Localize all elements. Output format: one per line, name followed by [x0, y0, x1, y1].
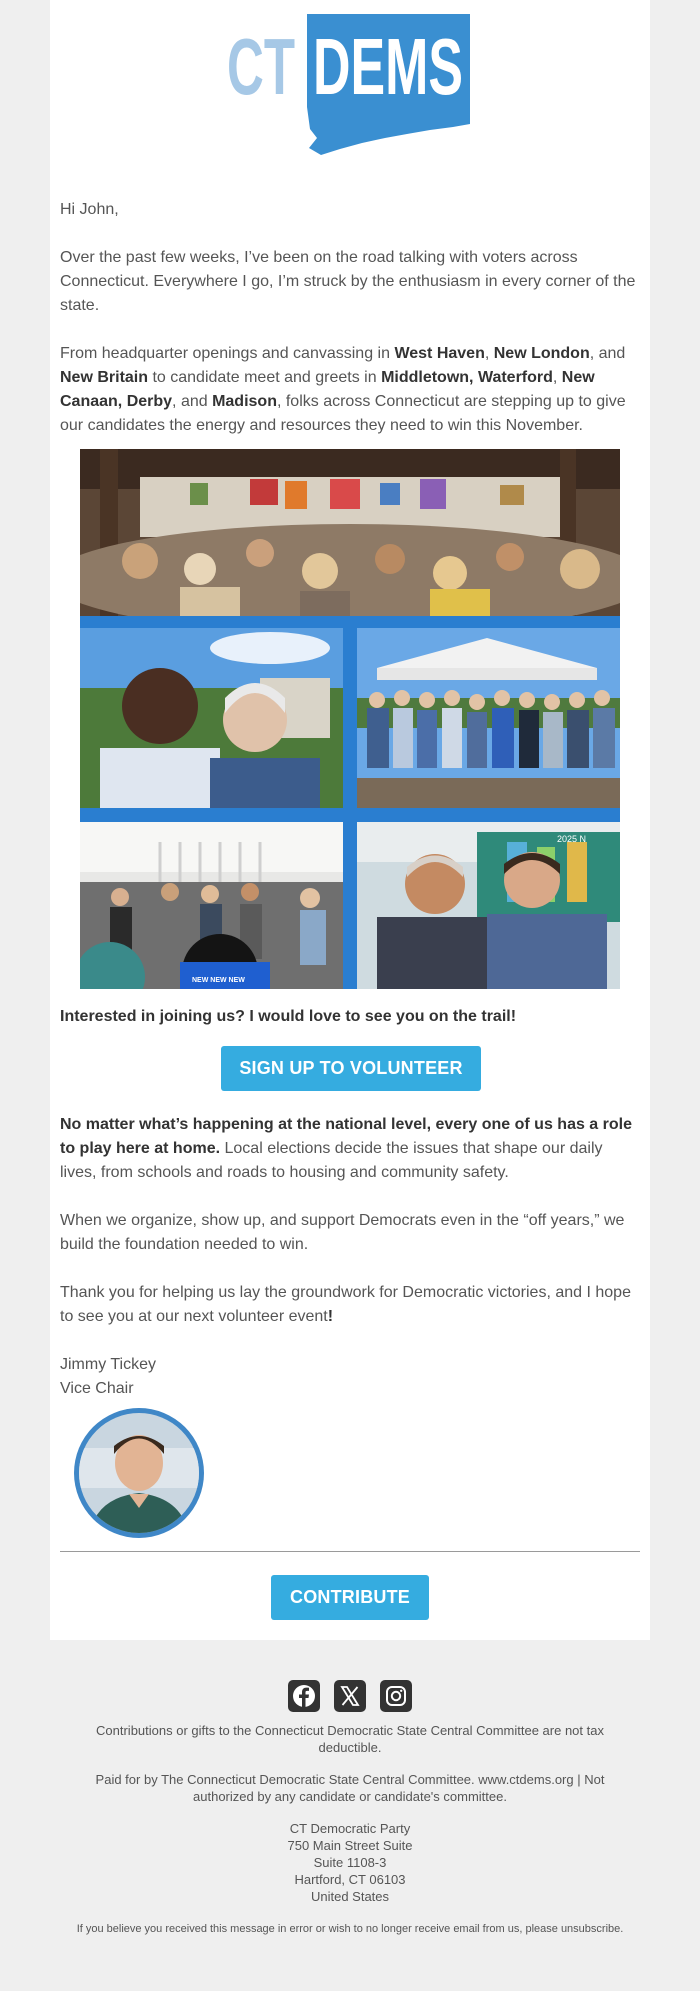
divider	[60, 1551, 640, 1552]
email-card	[50, 0, 650, 1640]
x-icon[interactable]	[334, 1680, 366, 1712]
photo-collage	[80, 449, 620, 989]
address-line2: Suite 1108-3	[313, 1855, 387, 1870]
footer-address	[0, 1820, 700, 1905]
avatar-photo	[74, 1408, 204, 1538]
logo-ct-text: CT	[227, 22, 296, 111]
logo-dems-text: DEMS	[313, 22, 463, 111]
address-city: Hartford, CT 06103	[294, 1872, 406, 1887]
place-west-haven: West Haven	[394, 345, 485, 362]
place-new-london: New London	[493, 345, 590, 362]
footer-tax-notice: Contributions or gifts to the Connecticut Democratic State Central Committee are not tax deductible.	[96, 1723, 604, 1755]
place-new-canaan-derby: New Canaan, Derby	[60, 369, 595, 410]
paragraph-intro: Over the past few weeks, I’ve been on the road talking with voters across Connecticut. Everywhere I go, I’m struck by the enthusiasm in every corner of the state.	[60, 249, 636, 314]
paragraph-organize: When we organize, show up, and support Democrats even in the “off years,” we build the foundation needed to win.	[60, 1212, 625, 1253]
instagram-icon[interactable]	[380, 1680, 412, 1712]
place-madison: Madison	[212, 393, 277, 410]
photo-event-crowd	[80, 449, 620, 616]
signature-title: Vice Chair	[60, 1380, 134, 1397]
address-country: United States	[310, 1889, 390, 1904]
place-middletown-waterford: Middletown, Waterford	[381, 369, 553, 386]
place-new-britain: New Britain	[60, 369, 149, 386]
paragraph-local-elections: No matter what’s happening at the national level, every one of us has a role to play here at home. Local elections decide the issues that shape our daily lives, from schools and roads to housing and community safety.	[60, 1116, 632, 1181]
volunteer-shirt-text: NEW NEW NEW	[192, 977, 245, 984]
unsubscribe-link[interactable]: unsubscribe.	[560, 1923, 624, 1935]
greeting: Hi John,	[60, 201, 119, 218]
paragraph-local-elections-bold: No matter what’s happening at the national level, every one of us has a role to play here at home.	[60, 1116, 632, 1157]
footer-unsubscribe: If you believe you received this message in error or wish to no longer receive email from us, please unsubscribe.	[76, 1923, 624, 1935]
address-org: CT Democratic Party	[289, 1821, 411, 1836]
avatar	[74, 1408, 204, 1538]
sign-up-volunteer-button[interactable]: SIGN UP TO VOLUNTEER	[221, 1046, 481, 1091]
photo-group-tent	[357, 628, 620, 808]
paragraph-events: From headquarter openings and canvassing in West Haven, New London, and New Britain to candidate meet and greets in Middletown, Waterford, New Canaan, Derby, and Madison, folks across Connecticut are stepping up to give our candidates the energy and resources they need to win this November.	[60, 345, 626, 434]
facebook-icon[interactable]	[288, 1680, 320, 1712]
signature-name: Jimmy Tickey	[60, 1356, 156, 1373]
banner-text: 2025 N	[557, 834, 587, 844]
ctdems-logo[interactable]	[225, 12, 525, 157]
footer-paid-for: Paid for by The Connecticut Democratic State Central Committee. www.ctdems.org | Not authorized by any candidate or candidate's committee.	[95, 1772, 605, 1804]
photo-rally-crowd	[80, 822, 343, 989]
photo-two-men	[357, 822, 620, 989]
contribute-button[interactable]: CONTRIBUTE	[271, 1575, 429, 1620]
invite-text: Interested in joining us? I would love to see you on the trail!	[60, 1008, 517, 1025]
photo-selfie-two-people	[80, 628, 343, 808]
address-line1: 750 Main Street Suite	[287, 1838, 413, 1853]
paragraph-thanks: Thank you for helping us lay the groundwork for Democratic victories, and I hope to see you at our next volunteer event!	[60, 1284, 631, 1325]
